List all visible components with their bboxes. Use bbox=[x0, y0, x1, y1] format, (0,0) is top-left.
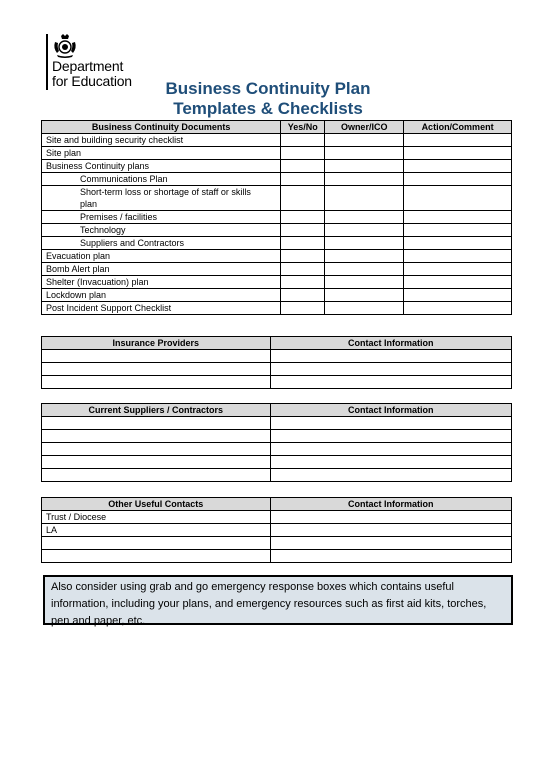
owner-cell[interactable] bbox=[325, 263, 404, 276]
column-header: Contact Information bbox=[270, 498, 512, 511]
document-name: Business Continuity plans bbox=[42, 160, 281, 173]
document-name: Premises / facilities bbox=[42, 211, 281, 224]
table-row bbox=[42, 456, 512, 469]
documents-table bbox=[41, 120, 512, 315]
insurance-table bbox=[41, 336, 512, 389]
table-row bbox=[42, 289, 512, 302]
supplier-cell[interactable] bbox=[42, 430, 271, 443]
action-cell[interactable] bbox=[404, 237, 512, 250]
document-name: Bomb Alert plan bbox=[42, 263, 281, 276]
table-row bbox=[42, 224, 512, 237]
yes-no-cell[interactable] bbox=[281, 276, 325, 289]
column-header: Other Useful Contacts bbox=[42, 498, 271, 511]
provider-cell[interactable] bbox=[42, 376, 271, 389]
supplier-cell[interactable] bbox=[42, 443, 271, 456]
contact-name-cell: Trust / Diocese bbox=[42, 511, 271, 524]
table-header-row bbox=[42, 337, 512, 350]
suppliers-table bbox=[41, 403, 512, 482]
owner-cell[interactable] bbox=[325, 160, 404, 173]
table-row bbox=[42, 211, 512, 224]
page-title: Business Continuity Plan Templates & Checklists bbox=[165, 79, 371, 118]
table-row bbox=[42, 173, 512, 186]
owner-cell[interactable] bbox=[325, 186, 404, 211]
table-row bbox=[42, 302, 512, 315]
supplier-cell[interactable] bbox=[42, 456, 271, 469]
provider-cell[interactable] bbox=[42, 350, 271, 363]
yes-no-cell[interactable] bbox=[281, 147, 325, 160]
table-row bbox=[42, 237, 512, 250]
contact-info-cell[interactable] bbox=[270, 469, 511, 482]
column-header: Action/Comment bbox=[404, 121, 512, 134]
action-cell[interactable] bbox=[404, 134, 512, 147]
provider-cell[interactable] bbox=[42, 363, 271, 376]
action-cell[interactable] bbox=[404, 160, 512, 173]
contact-info-cell[interactable] bbox=[270, 430, 511, 443]
department-name: Department for Education bbox=[52, 58, 132, 89]
table-row bbox=[42, 511, 512, 524]
owner-cell[interactable] bbox=[325, 211, 404, 224]
contact-info-cell[interactable] bbox=[270, 350, 512, 363]
document-name: Communications Plan bbox=[42, 173, 281, 186]
contact-info-cell[interactable] bbox=[270, 363, 512, 376]
yes-no-cell[interactable] bbox=[281, 224, 325, 237]
owner-cell[interactable] bbox=[325, 173, 404, 186]
column-header: Yes/No bbox=[281, 121, 325, 134]
owner-cell[interactable] bbox=[325, 302, 404, 315]
owner-cell[interactable] bbox=[325, 250, 404, 263]
contact-info-cell[interactable] bbox=[270, 376, 512, 389]
contact-info-cell[interactable] bbox=[270, 443, 511, 456]
table-row bbox=[42, 537, 512, 550]
royal-crest-icon bbox=[52, 34, 78, 58]
action-cell[interactable] bbox=[404, 211, 512, 224]
supplier-cell[interactable] bbox=[42, 469, 271, 482]
document-name: Shelter (Invacuation) plan bbox=[42, 276, 281, 289]
document-name: Evacuation plan bbox=[42, 250, 281, 263]
owner-cell[interactable] bbox=[325, 289, 404, 302]
emergency-box-note: Also consider using grab and go emergency response boxes which contains useful information, including your plans, and emergency resources such as first aid kits, torches, pen and paper, etc. bbox=[43, 575, 513, 625]
table-row bbox=[42, 147, 512, 160]
contact-info-cell[interactable] bbox=[270, 511, 512, 524]
action-cell[interactable] bbox=[404, 224, 512, 237]
table-header-row bbox=[42, 498, 512, 511]
table-row bbox=[42, 263, 512, 276]
yes-no-cell[interactable] bbox=[281, 211, 325, 224]
table-row bbox=[42, 160, 512, 173]
yes-no-cell[interactable] bbox=[281, 250, 325, 263]
column-header: Current Suppliers / Contractors bbox=[42, 404, 271, 417]
table-row bbox=[42, 524, 512, 537]
contact-info-cell[interactable] bbox=[270, 417, 511, 430]
document-name: Technology bbox=[42, 224, 281, 237]
contact-info-cell[interactable] bbox=[270, 537, 512, 550]
contact-name-cell: LA bbox=[42, 524, 271, 537]
yes-no-cell[interactable] bbox=[281, 160, 325, 173]
table-header-row bbox=[42, 121, 512, 134]
owner-cell[interactable] bbox=[325, 224, 404, 237]
action-cell[interactable] bbox=[404, 147, 512, 160]
yes-no-cell[interactable] bbox=[281, 134, 325, 147]
yes-no-cell[interactable] bbox=[281, 173, 325, 186]
logo-bar bbox=[46, 34, 48, 90]
table-row bbox=[42, 430, 512, 443]
table-row bbox=[42, 469, 512, 482]
yes-no-cell[interactable] bbox=[281, 302, 325, 315]
yes-no-cell[interactable] bbox=[281, 186, 325, 211]
document-name: Post Incident Support Checklist bbox=[42, 302, 281, 315]
column-header: Insurance Providers bbox=[42, 337, 271, 350]
contact-info-cell[interactable] bbox=[270, 456, 511, 469]
yes-no-cell[interactable] bbox=[281, 263, 325, 276]
table-row bbox=[42, 376, 512, 389]
column-header: Contact Information bbox=[270, 404, 511, 417]
action-cell[interactable] bbox=[404, 173, 512, 186]
column-header: Business Continuity Documents bbox=[42, 121, 281, 134]
owner-cell[interactable] bbox=[325, 147, 404, 160]
owner-cell[interactable] bbox=[325, 276, 404, 289]
document-name: Site and building security checklist bbox=[42, 134, 281, 147]
contact-name-cell[interactable] bbox=[42, 537, 271, 550]
contact-info-cell[interactable] bbox=[270, 524, 512, 537]
table-row bbox=[42, 550, 512, 563]
table-row bbox=[42, 250, 512, 263]
table-row bbox=[42, 186, 512, 211]
table-row bbox=[42, 417, 512, 430]
table-row bbox=[42, 443, 512, 456]
action-cell[interactable] bbox=[404, 250, 512, 263]
column-header: Owner/ICO bbox=[325, 121, 404, 134]
column-header: Contact Information bbox=[270, 337, 512, 350]
action-cell[interactable] bbox=[404, 276, 512, 289]
document-name: Site plan bbox=[42, 147, 281, 160]
document-name: Suppliers and Contractors bbox=[42, 237, 281, 250]
table-row bbox=[42, 134, 512, 147]
document-name: Lockdown plan bbox=[42, 289, 281, 302]
action-cell[interactable] bbox=[404, 186, 512, 211]
supplier-cell[interactable] bbox=[42, 417, 271, 430]
action-cell[interactable] bbox=[404, 289, 512, 302]
action-cell[interactable] bbox=[404, 263, 512, 276]
table-row bbox=[42, 276, 512, 289]
contact-name-cell[interactable] bbox=[42, 550, 271, 563]
contact-info-cell[interactable] bbox=[270, 550, 512, 563]
table-header-row bbox=[42, 404, 512, 417]
contacts-table bbox=[41, 497, 512, 563]
yes-no-cell[interactable] bbox=[281, 237, 325, 250]
action-cell[interactable] bbox=[404, 302, 512, 315]
yes-no-cell[interactable] bbox=[281, 289, 325, 302]
owner-cell[interactable] bbox=[325, 237, 404, 250]
table-row bbox=[42, 350, 512, 363]
document-name: Short-term loss or shortage of staff or skills plan bbox=[42, 186, 281, 211]
table-row bbox=[42, 363, 512, 376]
owner-cell[interactable] bbox=[325, 134, 404, 147]
